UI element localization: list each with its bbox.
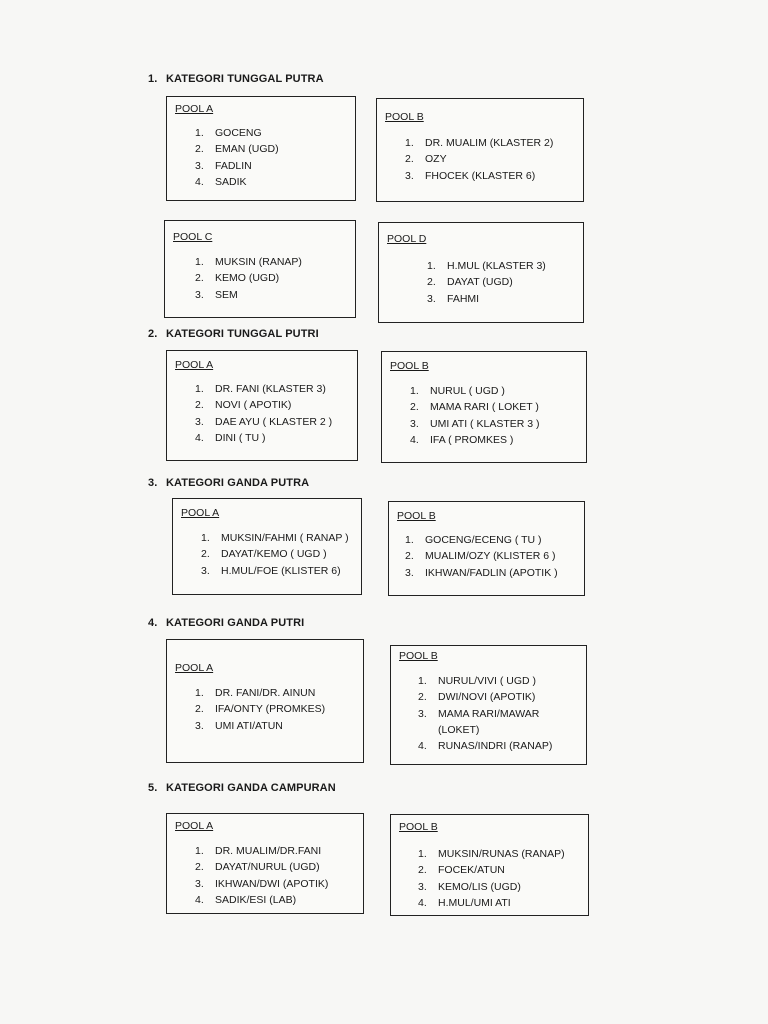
- pool-list: [195, 685, 325, 734]
- list-item: 3. KEMO/LIS (UGD): [418, 880, 521, 893]
- pool-box-tunggal-putra-d: [378, 222, 584, 323]
- section-title-text: KATEGORI GANDA PUTRA: [166, 477, 310, 489]
- pool-title: POOL A: [175, 103, 214, 115]
- list-item: 2. DWI/NOVI (APOTIK): [418, 691, 536, 704]
- list-item: 2. MAMA RARI ( LOKET ): [410, 401, 539, 414]
- list-item: 3. SEM: [195, 288, 238, 301]
- pool-list: [405, 532, 558, 581]
- section-number: 5.: [148, 782, 158, 794]
- list-item: 4. SADIK/ESI (LAB): [195, 893, 297, 906]
- list-item: 3. FAHMI: [427, 292, 480, 305]
- pool-list: [195, 125, 279, 190]
- list-item: 2. NOVI ( APOTIK): [195, 399, 292, 412]
- list-item: 1. DR. FANI (KLASTER 3): [195, 383, 326, 395]
- pool-title: POOL A: [175, 359, 214, 371]
- list-item: 1. DR. FANI/DR. AINUN: [195, 687, 316, 699]
- pool-box-ganda-putra-b: [388, 501, 585, 596]
- list-item: 2. EMAN (UGD): [195, 143, 279, 156]
- list-item: 1. GOCENG: [195, 127, 262, 139]
- pool-title: POOL A: [175, 662, 214, 674]
- list-item: 2. MUALIM/OZY (KLISTER 6 ): [405, 550, 556, 563]
- pool-title: POOL C: [173, 231, 213, 243]
- section-number: 3.: [148, 477, 158, 489]
- list-item: 2. DAYAT (UGD): [427, 276, 513, 289]
- list-item: 1. MUKSIN/RUNAS (RANAP): [418, 848, 565, 860]
- section-title-text: KATEGORI GANDA PUTRI: [166, 617, 305, 629]
- list-item: 1. H.MUL (KLASTER 3): [427, 260, 546, 272]
- list-item: 3. IKHWAN/FADLIN (APOTIK ): [405, 566, 558, 579]
- pool-box-tunggal-putri-a: [166, 350, 358, 461]
- section-title-ganda-putri: [148, 617, 304, 629]
- list-item: 1. NURUL ( UGD ): [410, 385, 505, 397]
- list-item: 1. MUKSIN (RANAP): [195, 256, 302, 268]
- list-item: 1. MUKSIN/FAHMI ( RANAP ): [201, 532, 349, 544]
- section-number: 2.: [148, 328, 158, 340]
- list-item: 1. NURUL/VIVI ( UGD ): [418, 675, 537, 687]
- list-item: 1. DR. MUALIM (KLASTER 2): [405, 137, 554, 149]
- section-title-ganda-campuran: [148, 782, 336, 794]
- list-item: 4. RUNAS/INDRI (RANAP): [418, 740, 553, 753]
- pool-box-tunggal-putra-b: [376, 98, 584, 202]
- pool-title: POOL B: [399, 650, 438, 662]
- pool-title: POOL D: [387, 233, 427, 245]
- pool-list: [418, 673, 552, 754]
- list-item: 2. OZY: [405, 153, 447, 166]
- section-title-text: KATEGORI GANDA CAMPURAN: [166, 782, 336, 794]
- pool-box-tunggal-putra-a: [166, 96, 356, 201]
- list-item: 3. DAE AYU ( KLASTER 2 ): [195, 415, 333, 428]
- section-title-ganda-putra: [148, 477, 309, 489]
- list-item: 4. IFA ( PROMKES ): [410, 433, 514, 446]
- list-item: 1. GOCENG/ECENG ( TU ): [405, 534, 542, 546]
- list-item: 2. DAYAT/NURUL (UGD): [195, 861, 320, 874]
- list-item: 4. H.MUL/UMI ATI: [418, 896, 511, 909]
- section-number: 4.: [148, 617, 158, 629]
- list-item: 2. DAYAT/KEMO ( UGD ): [201, 548, 327, 561]
- list-item: 2. FOCEK/ATUN: [418, 864, 505, 877]
- section-title-text: KATEGORI TUNGGAL PUTRA: [166, 73, 324, 85]
- section-number: 1.: [148, 73, 158, 85]
- list-item: 4. SADIK: [195, 175, 247, 188]
- pool-list: [427, 258, 546, 307]
- list-item: 3. IKHWAN/DWI (APOTIK): [195, 877, 329, 890]
- pool-list: [201, 530, 349, 579]
- pool-box-ganda-putra-a: [172, 498, 362, 595]
- pool-box-ganda-campuran-a: [166, 813, 364, 914]
- pool-title: POOL B: [390, 360, 429, 372]
- list-item: 3. UMI ATI ( KLASTER 3 ): [410, 417, 540, 430]
- list-item: 3. FHOCEK (KLASTER 6): [405, 169, 536, 182]
- pool-list: [410, 383, 540, 448]
- pool-title: POOL B: [397, 510, 436, 522]
- list-item: 3. H.MUL/FOE (KLISTER 6): [201, 564, 341, 577]
- list-item: 4. DINI ( TU ): [195, 431, 266, 444]
- pool-title: POOL A: [181, 507, 220, 519]
- section-title-text: KATEGORI TUNGGAL PUTRI: [166, 328, 319, 340]
- list-item: 2. KEMO (UGD): [195, 272, 280, 285]
- section-title-tunggal-putra: [148, 73, 324, 85]
- list-item: 3. MAMA RARI/MAWAR: [418, 707, 540, 720]
- pool-box-ganda-putri-b: [390, 645, 587, 765]
- list-item: 3. FADLIN: [195, 159, 252, 172]
- pool-title: POOL B: [385, 111, 424, 123]
- section-title-tunggal-putri: [148, 328, 319, 340]
- list-item: 2. IFA/ONTY (PROMKES): [195, 703, 326, 716]
- list-item: 3. UMI ATI/ATUN: [195, 719, 283, 732]
- pool-box-ganda-campuran-b: [390, 814, 589, 916]
- pool-list: [195, 254, 302, 303]
- list-item-continuation: (LOKET): [438, 723, 480, 736]
- pool-list: [195, 381, 332, 446]
- pool-list: [195, 843, 328, 908]
- pool-list: [418, 846, 565, 911]
- pool-box-ganda-putri-a: [166, 639, 364, 763]
- pool-list: [405, 135, 553, 184]
- list-item: 1. DR. MUALIM/DR.FANI: [195, 845, 322, 857]
- pool-title: POOL A: [175, 820, 214, 832]
- pool-box-tunggal-putra-c: [164, 220, 356, 318]
- pool-box-tunggal-putri-b: [381, 351, 587, 463]
- pool-title: POOL B: [399, 821, 438, 833]
